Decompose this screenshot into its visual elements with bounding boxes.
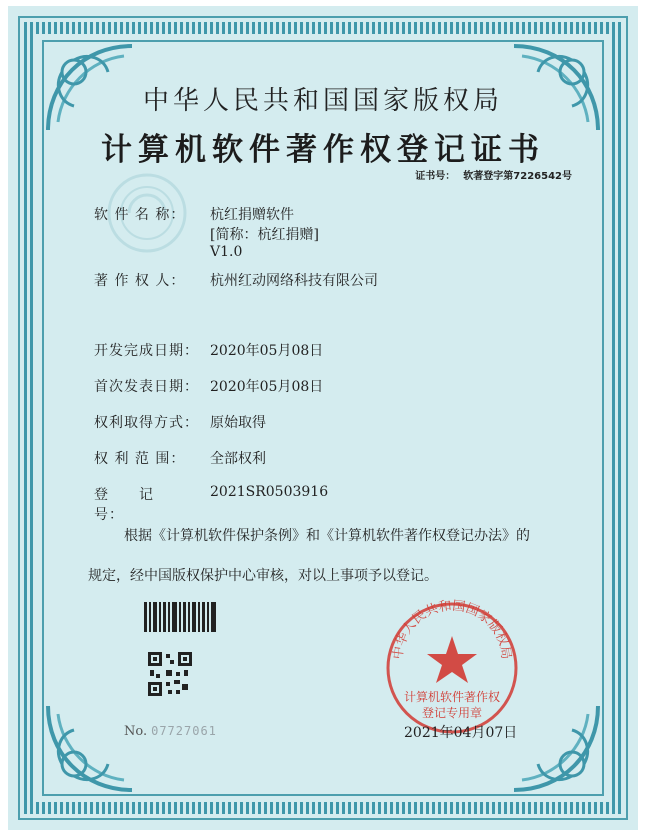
- pub-date-label: 首次发表日期：: [94, 379, 199, 395]
- certificate-title: 计算机软件著作权登记证书: [101, 132, 545, 168]
- software-version: V1.0: [210, 244, 243, 260]
- declaration-line-2: 规定，经中国版权保护中心审核，对以上事项予以登记。: [88, 568, 438, 584]
- seal-text-line-1: 计算机软件著作权: [403, 690, 500, 704]
- pub-date-row: [94, 376, 323, 396]
- official-seal: [382, 598, 522, 738]
- scope-row: [94, 448, 266, 468]
- acquire-value: 原始取得: [210, 415, 266, 431]
- serial-number-label: No.: [124, 724, 148, 739]
- owner-value: 杭州红动网络科技有限公司: [210, 273, 378, 289]
- owner-row: [94, 270, 378, 290]
- software-short-name: [简称：杭红捐赠]: [210, 227, 319, 243]
- pub-date-value: 2020年05月08日: [210, 379, 324, 395]
- acquire-row: [94, 412, 266, 432]
- corner-ornament: [510, 702, 602, 794]
- software-name-row: [94, 204, 319, 260]
- serial-number: [124, 724, 217, 739]
- certificate-number-label: 证书号：: [415, 171, 456, 182]
- issue-date: 2021年04月07日: [404, 725, 518, 741]
- scope-value: 全部权利: [210, 451, 266, 467]
- seal-ring-text: 中华人民共和国国家版权局: [390, 598, 514, 661]
- owner-label: 著 作 权 人：: [94, 273, 186, 289]
- dev-date-row: [94, 340, 323, 360]
- serial-number-value: 07727061: [151, 724, 217, 738]
- software-name-label: 软 件 名 称：: [94, 207, 186, 223]
- dev-date-label: 开发完成日期：: [94, 343, 199, 359]
- seal-text-line-2: 登记专用章: [421, 706, 482, 720]
- certificate-number: [415, 167, 572, 182]
- software-name: 杭红捐赠软件: [210, 207, 294, 223]
- acquire-label: 权利取得方式：: [94, 415, 199, 431]
- seal-star-icon: [427, 636, 477, 683]
- declaration-line-1: 根据《计算机软件保护条例》和《计算机软件著作权登记办法》的: [124, 528, 530, 544]
- authority-heading: 中华人民共和国国家版权局: [142, 86, 503, 116]
- qr-code-icon: [148, 652, 192, 696]
- corner-ornament: [44, 702, 136, 794]
- certificate-number-value: 软著登字第7226542号: [463, 171, 572, 182]
- reg-no-value: 2021SR0503916: [210, 484, 329, 500]
- scope-label: 权 利 范 围：: [94, 451, 186, 467]
- dev-date-value: 2020年05月08日: [210, 343, 324, 359]
- barcode-icon: [144, 602, 216, 632]
- reg-no-label: 登 记 号：: [94, 487, 184, 523]
